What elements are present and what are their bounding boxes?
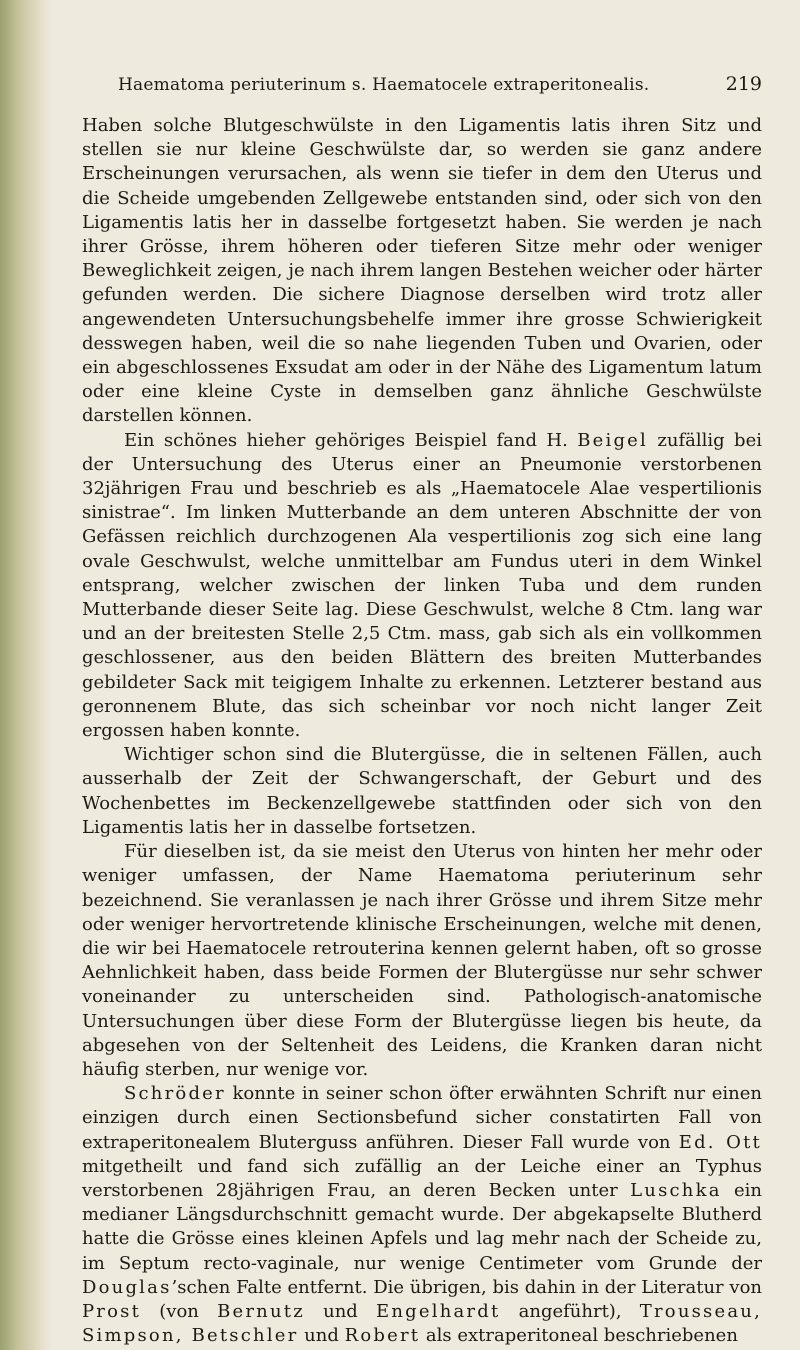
text-segment: zufällig bei der Untersuchung des Uterus einer an Pneumonie verstorbenen 32jährigen Frau und beschrieb es als „Haematocele Alae vespertilionis sinistrae“. Im linken Mutterbande an dem unteren Abschnitte der von Gefässen reichlich durchzogenen Ala vespertilionis zog sich eine lang ovale Geschwulst, welche unmittelbar am Fundus uteri in dem Winkel entsprang, welcher zwischen der linken Tuba und dem runden Mutterbande dieser Seite lag. Diese Geschwulst, welche 8 Ctm. lang war und an der breitesten Stelle 2,5 Ctm. mass, gab sich als ein vollkommen geschlossener, aus den beiden Blättern des breiten Mutterbandes gebildeter Sack mit teigigem Inhalte zu erkennen. Letzterer bestand aus geronnenem Blute, das sich scheinbar vor noch nicht langer Zeit ergossen haben konnte. bbox=[82, 429, 762, 742]
paragraph-5 bbox=[82, 1082, 762, 1348]
text-segment: Haben solche Blutgeschwülste in den Ligamentis latis ihren Sitz und stellen sie nur kleine Geschwülste dar, so werden sie ganz andere Erscheinungen verursachen, als wenn sie tiefer in dem den Uterus und die Scheide umgebenden Zellgewebe entstanden sind, oder sich von den Ligamentis latis her in dasselbe fortgesetzt haben. Sie werden je nach ihrer Grösse, ihrem höheren oder tieferen Sitze mehr oder weniger Beweglichkeit zeigen, je nach ihrem langen Bestehen weicher oder härter gefunden werden. Die sichere Diagnose derselben wird trotz aller angewendeten Untersuchungsbehelfe immer ihre grosse Schwierigkeit desswegen haben, weil die so nahe liegenden Tuben und Ovarien, oder ein abgeschlossenes Exsudat am oder in der Nähe des Ligamentum latum oder eine kleine Cyste in demselben ganz ähnliche Geschwülste darstellen können. bbox=[82, 115, 762, 427]
paragraph-3 bbox=[82, 743, 762, 840]
text-segment: konnte in seiner schon öfter erwähnten Schrift nur einen einzigen durch einen Sectionsbefund sicher constatirten Fall von extraperitonealem Bluterguss anführen. Dieser Fall wurde von bbox=[82, 1083, 762, 1153]
author-name: Beigel bbox=[577, 429, 648, 451]
author-name: Luschka bbox=[630, 1179, 722, 1201]
author-name: Douglas bbox=[82, 1276, 172, 1298]
page-binding-edge bbox=[0, 0, 52, 1350]
author-name: Prost bbox=[82, 1300, 142, 1322]
running-head-title: Haematoma periuterinum s. Haematocele extraperitonealis. bbox=[118, 75, 650, 95]
text-segment: als extraperitoneal beschriebenen bbox=[420, 1325, 738, 1347]
running-head bbox=[118, 74, 762, 95]
author-name: Ed. Ott bbox=[678, 1131, 762, 1153]
author-name: Trousseau, Simpson, Betschler bbox=[82, 1300, 762, 1347]
text-segment: (von bbox=[141, 1300, 218, 1322]
author-name: Engelhardt bbox=[376, 1300, 501, 1322]
text-segment: und bbox=[298, 1325, 345, 1347]
text-segment: ein medianer Längsdurchschnitt gemacht wurde. Der abgekapselte Blutherd hatte die Grösse eines kleinen Apfels und lag mehr nach der Scheide zu, im Septum recto-vaginale, nur wenige Centimeter vom Grunde der bbox=[82, 1179, 762, 1274]
book-page bbox=[82, 0, 762, 1350]
text-segment: und bbox=[304, 1300, 377, 1322]
paragraph-4 bbox=[82, 840, 762, 1082]
paragraph-1 bbox=[82, 114, 762, 429]
author-name: Robert bbox=[344, 1325, 421, 1347]
text-segment: ’schen Falte entfernt. Die übrigen, bis dahin in der Literatur von bbox=[171, 1276, 762, 1298]
text-segment: angeführt), bbox=[500, 1300, 640, 1322]
text-segment: mitgetheilt und fand sich zufällig an der Leiche einer an Typhus verstorbenen 28jährigen Frau, an deren Becken unter bbox=[82, 1155, 762, 1201]
body-text bbox=[82, 114, 762, 1348]
text-segment: Ein schönes hieher gehöriges Beispiel fand H. bbox=[124, 429, 578, 451]
text-segment: Wichtiger schon sind die Blutergüsse, die in seltenen Fällen, auch ausserhalb der Zeit der Schwangerschaft, der Geburt und des Wochenbettes im Beckenzellgewebe stattfinden oder sich von den Ligamentis latis her in dasselbe fortsetzen. bbox=[82, 744, 762, 838]
author-name: Bernutz bbox=[217, 1300, 305, 1322]
text-segment: Für dieselben ist, da sie meist den Uterus von hinten her mehr oder weniger umfassen, der Name Haematoma periuterinum sehr bezeichnend. Sie veranlassen je nach ihrer Grösse und ihrem Sitze mehr oder weniger hervortretende klinische Erscheinungen, welche mit denen, die wir bei Haematocele retrouterina kennen gelernt haben, oft so grosse Aehnlichkeit haben, dass beide Formen der Blutergüsse nur sehr schwer voneinander zu unterscheiden sind. Pathologisch-anatomische Untersuchungen über diese Form der Blutergüsse liegen bis heute, da abgesehen von der Seltenheit des Leidens, die Kranken daran nicht häufig sterben, nur wenige vor. bbox=[82, 841, 762, 1080]
author-name: Schröder bbox=[124, 1083, 226, 1105]
paragraph-2 bbox=[82, 429, 762, 744]
page-number: 219 bbox=[725, 73, 762, 95]
